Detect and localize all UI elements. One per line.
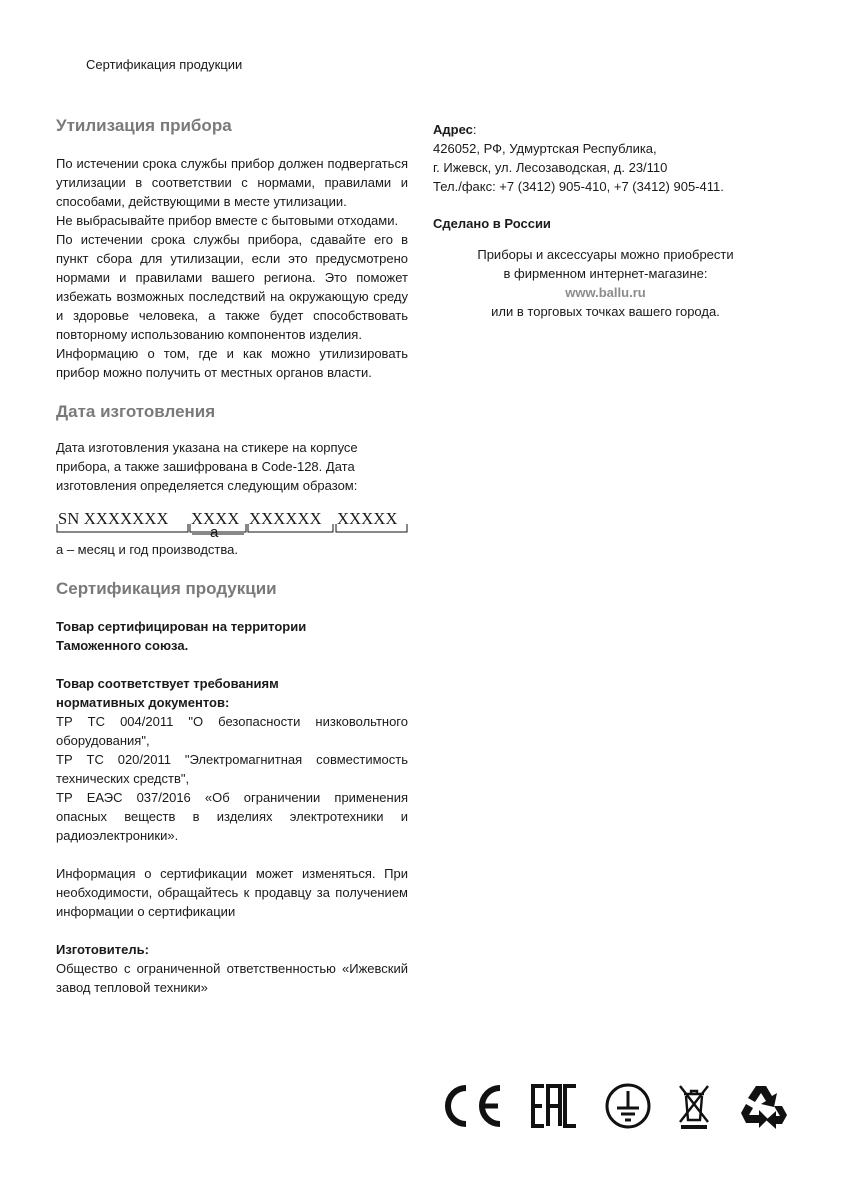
address-line: 426052, РФ, Удмуртская Республика,: [433, 141, 657, 156]
weee-crossed-bin-icon: [676, 1082, 712, 1130]
address-colon: :: [472, 122, 477, 137]
disposal-paragraph: По истечении срока службы прибор должен подвергаться утилизации в соответствии с нормами, правилами и способами, действующими в месте утилизации.: [56, 156, 408, 209]
sn-date-marker: a: [210, 524, 219, 541]
manufacture-date-text: Дата изготовления указана на стикере на корпусе прибора, а также зашифрована в Code-128. Дата изготовления определяется следующим образом:: [56, 440, 358, 493]
compliance-heading: нормативных документов:: [56, 695, 230, 710]
shop-text: в фирменном интернет-магазине:: [503, 266, 708, 281]
phone-line: Тел./факс: +7 (3412) 905-410, +7 (3412) 905-411.: [433, 179, 724, 194]
sn-segment-middle: XXXXXX: [249, 509, 322, 528]
disposal-paragraph: Не выбрасывайте прибор вместе с бытовыми отходами.: [56, 213, 399, 228]
section-title-manufacture-date: Дата изготовления: [56, 402, 216, 421]
standard-item: ТР ЕАЭС 037/2016 «Об ограничении применения опасных веществ в изделиях электротехники и радиоэлектроники».: [56, 790, 408, 843]
shop-text: Приборы и аксессуары можно приобрести: [477, 247, 734, 262]
left-column: [56, 116, 408, 997]
sn-segment-prefix: SN XXXXXXX: [58, 509, 169, 528]
standard-item: ТР ТС 020/2011 "Электромагнитная совместимость технических средств",: [56, 752, 408, 786]
certified-line: Таможенного союза.: [56, 638, 189, 653]
certification-marks: [438, 1082, 790, 1130]
address-heading: [433, 120, 778, 139]
section-title-certification: Сертификация продукции: [56, 579, 277, 598]
standard-item: ТР ТС 004/2011 "О безопасности низковольтного оборудования",: [56, 714, 408, 748]
recycle-icon: [738, 1082, 788, 1130]
disposal-paragraph: По истечении срока службы прибора, сдавайте его в пункт сбора для утилизации, если это предусмотрено нормами и правилами вашего региона. Это поможет избежать возможных последствий на окружающую среду и здоровье человека, а также будет способствовать повторному использованию компонентов изделия.: [56, 232, 408, 342]
section-title-disposal: Утилизация прибора: [56, 116, 232, 135]
serial-number-format: [56, 510, 408, 540]
certification-info-note: Информация о сертификации может изменяться. При необходимости, обращайтесь к продавцу за получением информации о сертификации: [56, 866, 408, 919]
manufacture-date-note: а – месяц и год производства.: [56, 542, 238, 557]
certified-line: Товар сертифицирован на территории: [56, 619, 307, 634]
disposal-paragraph: Информацию о том, где и как можно утилизировать прибор можно получить от местных органов власти.: [56, 346, 408, 380]
sn-segment-suffix: XXXXX: [337, 509, 398, 528]
manufacturer-label: Изготовитель:: [56, 942, 149, 957]
eac-mark-icon: [530, 1082, 578, 1130]
address-label: Адрес: [433, 122, 473, 137]
ce-mark-icon: [438, 1082, 504, 1130]
made-in-russia: Сделано в России: [433, 216, 551, 231]
shop-link[interactable]: www.ballu.ru: [565, 285, 646, 300]
right-column: [433, 120, 778, 321]
compliance-heading: Товар соответствует требованиям: [56, 676, 279, 691]
sn-segment-date: XXXX: [191, 509, 240, 528]
shop-text: или в торговых точках вашего города.: [491, 304, 720, 319]
ground-protection-icon: [604, 1082, 652, 1130]
running-header: Сертификация продукции: [86, 57, 243, 72]
manufacturer-name: Общество с ограниченной ответственностью «Ижевский завод тепловой техники»: [56, 961, 408, 995]
address-line: г. Ижевск, ул. Лесозаводская, д. 23/110: [433, 160, 668, 175]
